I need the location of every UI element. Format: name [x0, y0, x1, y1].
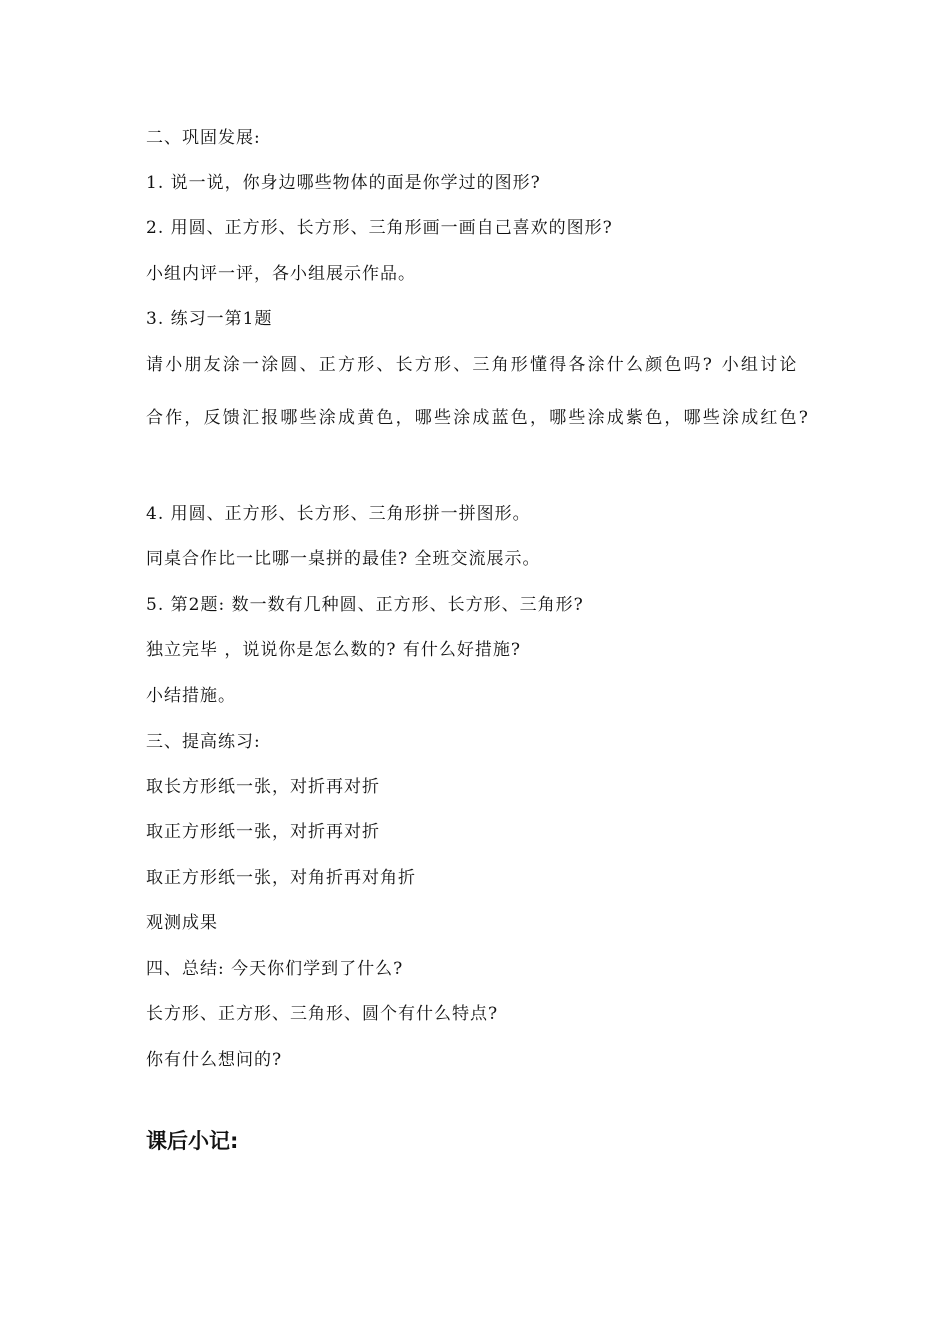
paragraph-line: 请小朋友涂一涂圆、正方形、长方形、三角形懂得各涂什么颜色吗? 小组讨论	[146, 355, 799, 375]
paragraph-line: 合作，反馈汇报哪些涂成黄色，哪些涂成蓝色，哪些涂成紫色，哪些涂成红色?	[146, 408, 811, 428]
paragraph-line: 取长方形纸一张，对折再对折	[146, 777, 380, 797]
paragraph-line: 2. 用圆、正方形、长方形、三角形画一画自己喜欢的图形?	[146, 218, 613, 238]
paragraph-line: 3. 练习一第1题	[146, 309, 273, 329]
paragraph-line: 5. 第2题: 数一数有几种圆、正方形、长方形、三角形?	[146, 595, 584, 615]
paragraph-line: 观测成果	[146, 913, 218, 933]
section-heading-improvement: 三、提高练习:	[146, 732, 261, 752]
paragraph-line: 取正方形纸一张，对折再对折	[146, 822, 380, 842]
paragraph-line: 4. 用圆、正方形、长方形、三角形拼一拼图形。	[146, 504, 531, 524]
paragraph-line: 1. 说一说，你身边哪些物体的面是你学过的图形?	[146, 173, 541, 193]
paragraph-line: 小组内评一评，各小组展示作品。	[146, 264, 416, 284]
paragraph-line: 独立完毕 ，说说你是怎么数的? 有什么好措施?	[146, 640, 522, 660]
paragraph-line: 你有什么想问的?	[146, 1050, 283, 1070]
section-heading-summary: 四、总结: 今天你们学到了什么?	[146, 959, 404, 979]
paragraph-line: 小结措施。	[146, 686, 236, 706]
after-class-notes-heading: 课后小记:	[146, 1129, 239, 1153]
section-heading-consolidation: 二、巩固发展:	[146, 128, 261, 148]
paragraph-line: 同桌合作比一比哪一桌拼的最佳? 全班交流展示。	[146, 549, 541, 569]
paragraph-line: 长方形、正方形、三角形、圆个有什么特点?	[146, 1004, 499, 1024]
paragraph-line: 取正方形纸一张，对角折再对角折	[146, 868, 416, 888]
